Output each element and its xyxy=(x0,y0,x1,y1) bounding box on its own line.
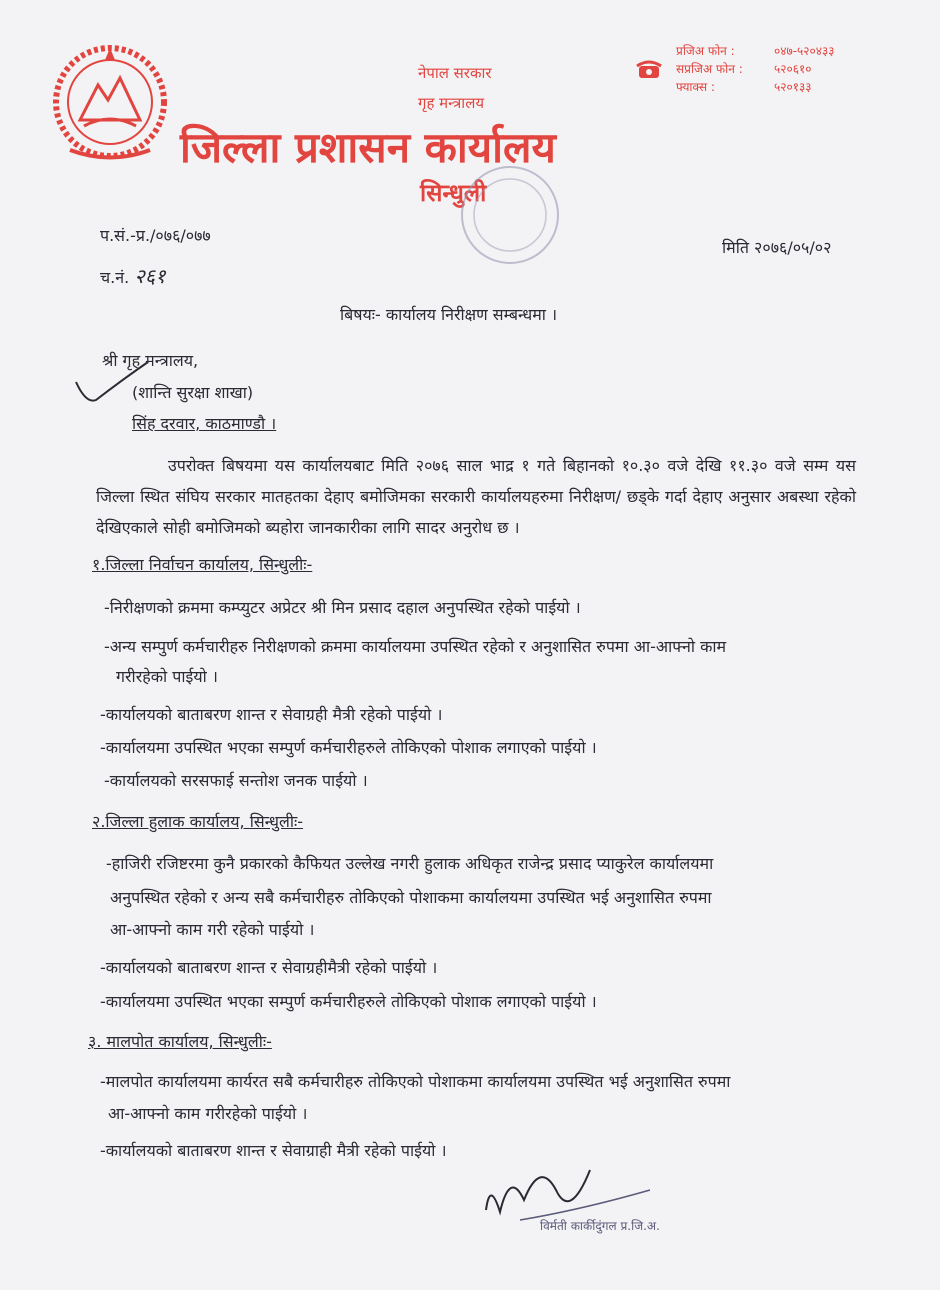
dispatch-number xyxy=(100,262,166,289)
office-stamp-icon xyxy=(455,160,565,270)
contact-row xyxy=(636,78,835,96)
dispatch-label: च.नं. xyxy=(100,268,130,287)
list-item: गरीरहेको पाईयो । xyxy=(116,667,218,686)
contact-label: प्रजिअ फोन : xyxy=(676,44,735,58)
list-item: -कार्यालयको सरसफाई सन्तोश जनक पाईयो । xyxy=(104,771,368,790)
contact-value: ५२०६१० xyxy=(774,62,812,76)
gov-line-2: गृह मन्त्रालय xyxy=(418,94,485,112)
gov-line-1: नेपाल सरकार xyxy=(418,64,492,82)
list-item: -कार्यालयको बाताबरण शान्त र सेवाग्रहीमैत्री रहेको पाईयो । xyxy=(100,958,438,977)
contact-value: ०४७-५२०४३३ xyxy=(774,44,835,58)
list-item: -निरीक्षणको क्रममा कम्प्युटर अप्रेटर श्री मिन प्रसाद दहाल अनुपस्थित रहेको पाईयो । xyxy=(104,598,581,617)
dispatch-value: २६१ xyxy=(134,264,166,288)
contact-value: ५२०१३३ xyxy=(774,80,812,94)
list-item: -कार्यालयमा उपस्थित भएका सम्पुर्ण कर्मचारीहरुले तोकिएको पोशाक लगाएको पाईयो । xyxy=(100,738,597,757)
list-item: -अन्य सम्पुर्ण कर्मचारीहरु निरीक्षणको क्रममा कार्यालयमा उपस्थित रहेको र अनुशासित रुपमा आ-आफ्नो काम xyxy=(104,637,727,656)
section-heading: २.जिल्ला हुलाक कार्यालय, सिन्धुलीः- xyxy=(92,812,303,831)
district-name: सिन्धुली xyxy=(420,179,487,207)
contact-label: सप्रजिअ फोन : xyxy=(676,62,743,76)
section-heading: १.जिल्ला निर्वाचन कार्यालय, सिन्धुलीः- xyxy=(92,555,313,574)
list-item: -कार्यालयको बाताबरण शान्त र सेवाग्रही मैत्री रहेको पाईयो । xyxy=(100,705,443,724)
list-item: आ-आफ्नो काम गरी रहेको पाईयो । xyxy=(110,920,315,939)
list-item: -मालपोत कार्यालयमा कार्यरत सबै कर्मचारीहरु तोकिएको पोशाकमा कार्यालयमा उपस्थित भई अनुशासित रुपमा xyxy=(100,1072,731,1091)
signature-stamp-text: विर्मती कार्कीदुंगल प्र.जि.अ. xyxy=(540,1219,660,1233)
contact-row xyxy=(636,42,835,60)
signature xyxy=(480,1150,660,1240)
office-title: जिल्ला प्रशासन कार्यालय xyxy=(180,123,556,172)
government-block xyxy=(418,58,491,118)
recipient-line-3: सिंह दरवार, काठमाण्डौ । xyxy=(132,414,277,433)
letter-date: मिति २०७६/०५/०२ xyxy=(722,238,832,257)
nepal-emblem-icon xyxy=(50,40,170,170)
contact-block xyxy=(636,42,835,96)
list-item: -कार्यालयमा उपस्थित भएका सम्पुर्ण कर्मचारीहरुले तोकिएको पोशाक लगाएको पाईयो । xyxy=(100,992,597,1011)
contact-label: फ्याक्स : xyxy=(676,80,715,94)
list-item: अनुपस्थित रहेको र अन्य सबै कर्मचारीहरु तोकिएको पोशाकमा कार्यालयमा उपस्थित भई अनुशासित रुपमा xyxy=(110,888,712,907)
contact-row xyxy=(636,60,835,78)
section-heading: ३. मालपोत कार्यालय, सिन्धुलीः- xyxy=(88,1032,272,1051)
recipient-line-2: (शान्ति सुरक्षा शाखा) xyxy=(132,383,254,402)
letter-subject: बिषयः- कार्यालय निरीक्षण सम्बन्धमा । xyxy=(340,305,558,324)
list-item: -हाजिरी रजिष्टरमा कुनै प्रकारको कैफियत उल्लेख नगरी हुलाक अधिकृत राजेन्द्र प्रसाद प्याकुरेल कार्यालयमा xyxy=(106,854,714,873)
list-item: -कार्यालयको बाताबरण शान्त र सेवाग्राही मैत्री रहेको पाईयो । xyxy=(100,1141,447,1160)
intro-paragraph: उपरोक्त बिषयमा यस कार्यालयबाट मिति २०७६ साल भाद्र १ गते बिहानको १०.३० वजे देखि ११.३० वजे सम्म यस जिल्ला स्थित संघिय सरकार मातहतका देहाए बमोजिमका सरकारी कार्यालयहरुमा निरीक्षण/ छड्के गर्दा देहाए अनुसार अबस्था रहेको देखिएकाले सोही बमोजिमको ब्यहोरा जानकारीका लागि सादर अनुरोध छ । xyxy=(96,456,856,537)
recipient-line-1: श्री गृह मन्त्रालय, xyxy=(102,351,199,370)
list-item: आ-आफ्नो काम गरीरहेको पाईयो । xyxy=(108,1104,308,1123)
reference-number: प.सं.-प्र./०७६/०७७ xyxy=(100,226,211,245)
